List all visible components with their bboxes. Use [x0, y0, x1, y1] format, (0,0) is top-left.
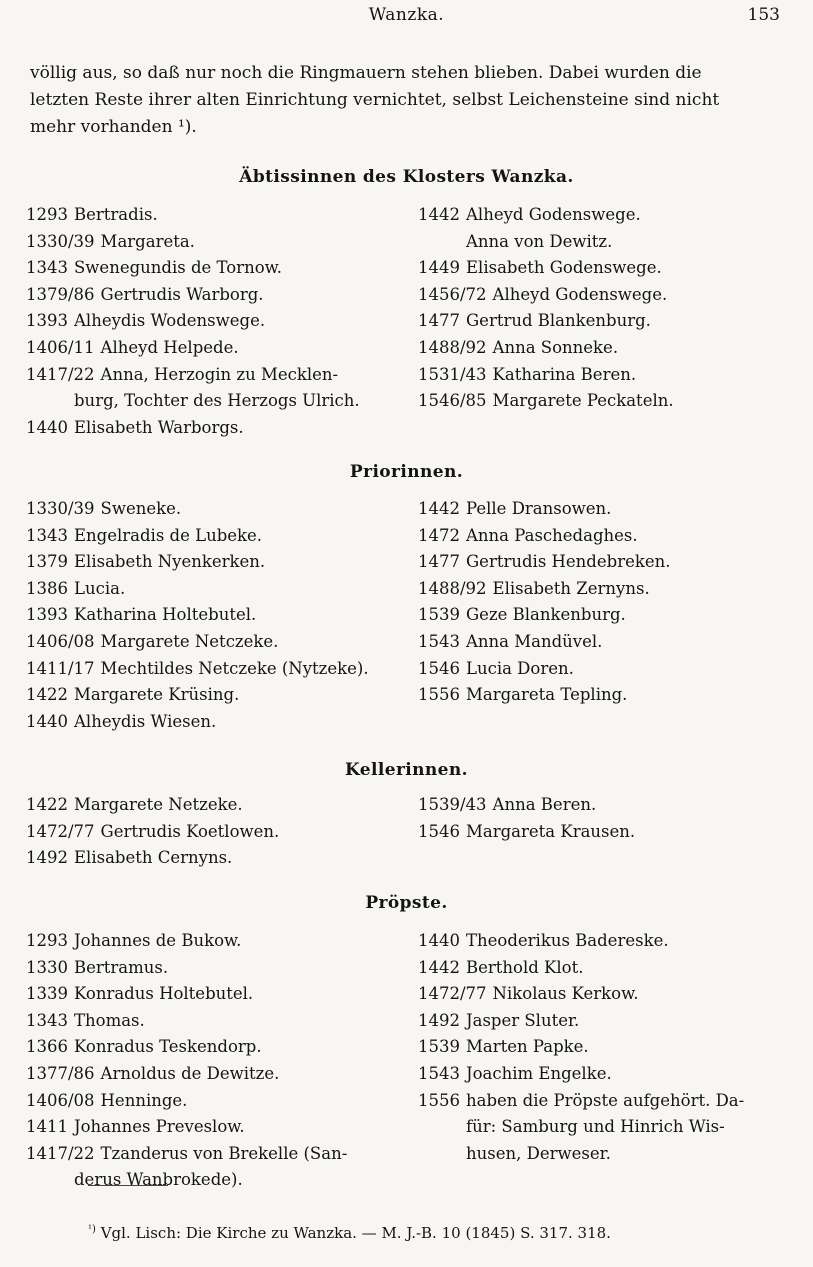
entry-year: 1343 — [26, 1010, 68, 1030]
entry-year: 1293 — [26, 931, 68, 950]
entry-name: Margarete Krüsing. — [74, 685, 240, 705]
list-item — [418, 792, 635, 819]
footnote-marker: ¹) — [88, 1224, 96, 1235]
entry-name: Anna von Dewitz. — [466, 231, 613, 251]
entry-year: 1411/17 — [26, 658, 95, 678]
entry-name: Alheyd Godenswege. — [492, 284, 668, 304]
list-item — [26, 308, 360, 335]
entry-name: Margareta Krausen. — [466, 821, 636, 841]
list-item — [26, 602, 369, 629]
entry-name: husen, Derweser. — [466, 1143, 611, 1163]
entry-name: Lucia. — [74, 578, 126, 598]
list-item — [418, 335, 674, 362]
entry-year: 1379/86 — [26, 284, 95, 304]
list-item — [418, 523, 671, 550]
list-item — [26, 1034, 347, 1061]
list-item — [26, 1114, 347, 1141]
entry-name: Elisabeth Warborgs. — [74, 417, 244, 437]
entry-name: Anna Sonneke. — [492, 337, 619, 357]
entry-year: 1488/92 — [418, 337, 487, 357]
list-item — [418, 362, 674, 389]
list-item — [418, 981, 744, 1008]
list-item — [26, 282, 360, 309]
abbesses-left-column — [26, 202, 360, 441]
entry-year: 1539 — [418, 605, 460, 625]
entry-name: Katharina Holtebutel. — [74, 605, 257, 625]
list-item — [26, 1008, 347, 1035]
entry-name: derus Wanbrokede). — [74, 1170, 243, 1190]
entry-name: Joachim Engelke. — [466, 1063, 612, 1083]
entry-name: Anna Paschedaghes. — [466, 525, 638, 545]
footnote-rule — [88, 1185, 168, 1186]
list-item — [418, 1141, 744, 1168]
entry-name: Alheydis Wiesen. — [74, 711, 217, 731]
entry-year: 1546 — [418, 658, 460, 678]
entry-year: 1477 — [418, 552, 460, 572]
cellaresses-right-column — [418, 792, 635, 845]
section-heading-cellaresses: Kellerinnen. — [345, 760, 468, 780]
entry-name: Anna Beren. — [492, 795, 597, 814]
list-item — [26, 1061, 347, 1088]
entry-name: Engelradis de Lubeke. — [74, 525, 263, 545]
entry-year: 1411 — [26, 1117, 68, 1137]
prioresses-right-column — [418, 496, 671, 709]
entry-name: Henninge. — [100, 1090, 188, 1110]
list-item — [26, 792, 279, 819]
list-item — [418, 682, 671, 709]
entry-name: Alheyd Helpede. — [100, 337, 239, 357]
entry-year: 1343 — [26, 525, 68, 545]
entry-year: 1477 — [418, 311, 460, 331]
list-item — [418, 282, 674, 309]
list-item — [418, 955, 744, 982]
intro-line: mehr vorhanden ¹). — [30, 117, 197, 137]
entry-year: 1330/39 — [26, 231, 95, 251]
entry-name: Elisabeth Zernyns. — [492, 578, 650, 598]
list-item — [26, 709, 369, 736]
entry-year: 1492 — [418, 1010, 460, 1030]
entry-year: 1393 — [26, 311, 68, 331]
entry-name: Elisabeth Nyenkerken. — [74, 552, 266, 572]
provosts-left-column — [26, 928, 347, 1194]
entry-name: Bertradis. — [74, 205, 158, 224]
entry-name: Gertrudis Koetlowen. — [100, 821, 280, 841]
list-item — [26, 1141, 347, 1168]
entry-year: 1440 — [418, 931, 460, 950]
entry-year: 1440 — [26, 711, 68, 731]
entry-name: Gertrudis Warborg. — [100, 284, 264, 304]
list-item — [26, 576, 369, 603]
list-item — [418, 656, 671, 683]
entry-year: 1449 — [418, 258, 460, 278]
entry-name: Johannes de Bukow. — [74, 931, 242, 950]
list-item — [418, 388, 674, 415]
list-item — [418, 496, 671, 523]
entry-name: Margareta Tepling. — [466, 685, 628, 705]
entry-name: Elisabeth Cernyns. — [74, 848, 233, 868]
entry-year: 1343 — [26, 258, 68, 278]
entry-name: Mechtildes Netczeke (Nytzeke). — [100, 658, 369, 678]
entry-name: Arnoldus de Dewitze. — [100, 1063, 280, 1083]
list-item — [26, 388, 360, 415]
list-item — [418, 229, 674, 256]
entry-year: 1406/11 — [26, 337, 95, 357]
list-item — [418, 602, 671, 629]
entry-year: 1393 — [26, 605, 68, 625]
list-item — [418, 202, 674, 229]
list-item — [26, 955, 347, 982]
list-item — [26, 656, 369, 683]
entry-year: 1422 — [26, 685, 68, 705]
entry-name: Anna Mandüvel. — [466, 631, 603, 651]
intro-paragraph — [30, 60, 783, 141]
list-item — [26, 415, 360, 442]
list-item — [26, 362, 360, 389]
entry-year: 1366 — [26, 1037, 68, 1057]
entry-name: haben die Pröpste aufgehört. Da- — [466, 1090, 745, 1110]
list-item — [418, 308, 674, 335]
entry-year: 1442 — [418, 957, 460, 977]
entry-name: Katharina Beren. — [492, 364, 637, 384]
list-item — [418, 1008, 744, 1035]
list-item — [26, 229, 360, 256]
entry-name: Lucia Doren. — [466, 658, 574, 678]
entry-name: Tzanderus von Brekelle (San- — [100, 1143, 348, 1163]
prioresses-left-column — [26, 496, 369, 735]
entry-name: Anna, Herzogin zu Mecklen- — [100, 364, 339, 384]
list-item — [418, 255, 674, 282]
entry-name: Margarete Netczeke. — [100, 631, 279, 651]
list-item — [418, 1088, 744, 1115]
running-head — [0, 5, 813, 31]
entry-year: 1543 — [418, 1063, 460, 1083]
entry-name: burg, Tochter des Herzogs Ulrich. — [74, 391, 360, 411]
provosts-right-column — [418, 928, 744, 1167]
list-item — [418, 928, 744, 955]
entry-year: 1417/22 — [26, 364, 95, 384]
entry-name: Elisabeth Godenswege. — [466, 258, 662, 278]
entry-name: Margarete Netzeke. — [74, 795, 243, 814]
entry-name: Nikolaus Kerkow. — [492, 984, 639, 1004]
list-item — [26, 335, 360, 362]
entry-name: Konradus Holtebutel. — [74, 984, 254, 1004]
entry-year: 1386 — [26, 578, 68, 598]
list-item — [26, 496, 369, 523]
entry-year: 1406/08 — [26, 1090, 95, 1110]
list-item — [26, 1088, 347, 1115]
section-heading-prioresses: Priorinnen. — [349, 462, 464, 482]
entry-year: 1546 — [418, 821, 460, 841]
footnote — [88, 1224, 611, 1242]
entry-name: Thomas. — [74, 1010, 145, 1030]
intro-line: völlig aus, so daß nur noch die Ringmauern stehen blieben. Dabei wurden die — [30, 63, 702, 83]
section-heading-provosts: Pröpste. — [365, 893, 448, 913]
entry-year: 1556 — [418, 1090, 460, 1110]
entry-name: Marten Papke. — [466, 1037, 589, 1057]
entry-name: für: Samburg und Hinrich Wis- — [466, 1117, 725, 1137]
entry-name: Margarete Peckateln. — [492, 391, 674, 411]
list-item — [418, 1061, 744, 1088]
entry-year: 1472 — [418, 525, 460, 545]
entry-year: 1472/77 — [26, 821, 95, 841]
entry-year: 1539/43 — [418, 795, 487, 814]
entry-name: Margareta. — [100, 231, 195, 251]
entry-name: Konradus Teskendorp. — [74, 1037, 262, 1057]
entry-name: Pelle Dransowen. — [466, 499, 612, 518]
entry-name: Gertrud Blankenburg. — [466, 311, 651, 331]
entry-year: 1330/39 — [26, 499, 95, 518]
page-number: 153 — [747, 5, 780, 25]
entry-name: Gertrudis Hendebreken. — [466, 552, 671, 572]
list-item — [26, 523, 369, 550]
entry-year: 1339 — [26, 984, 68, 1004]
entry-name: Johannes Preveslow. — [74, 1117, 245, 1137]
entry-name: Theoderikus Badereske. — [466, 931, 669, 950]
abbesses-right-column — [418, 202, 674, 415]
footnote-text: Vgl. Lisch: Die Kirche zu Wanzka. — M. J.-B. 10 (1845) S. 317. 318. — [100, 1224, 611, 1242]
entry-year: 1531/43 — [418, 364, 487, 384]
entry-year: 1543 — [418, 631, 460, 651]
list-item — [26, 629, 369, 656]
entry-name: Alheyd Godenswege. — [466, 205, 641, 224]
entry-year: 1440 — [26, 417, 68, 437]
list-item — [26, 928, 347, 955]
entry-year: 1492 — [26, 848, 68, 868]
list-item — [26, 819, 279, 846]
entry-year: 1377/86 — [26, 1063, 95, 1083]
entry-name: Jasper Sluter. — [466, 1010, 580, 1030]
cellaresses-left-column — [26, 792, 279, 872]
list-item — [418, 1114, 744, 1141]
entry-year: 1472/77 — [418, 984, 487, 1004]
entry-name: Geze Blankenburg. — [466, 605, 626, 625]
list-item — [418, 576, 671, 603]
section-heading-abbesses: Äbtissinnen des Klosters Wanzka. — [239, 167, 574, 187]
list-item — [418, 629, 671, 656]
entry-year: 1488/92 — [418, 578, 487, 598]
list-item — [418, 1034, 744, 1061]
entry-name: Swenegundis de Tornow. — [74, 258, 283, 278]
entry-year: 1556 — [418, 685, 460, 705]
list-item — [26, 981, 347, 1008]
entry-year: 1539 — [418, 1037, 460, 1057]
list-item — [418, 549, 671, 576]
list-item — [26, 845, 279, 872]
entry-year: 1456/72 — [418, 284, 487, 304]
running-title: Wanzka. — [368, 5, 445, 25]
entry-year: 1293 — [26, 205, 68, 224]
entry-year: 1442 — [418, 205, 460, 224]
list-item — [26, 549, 369, 576]
list-item — [418, 819, 635, 846]
list-item — [26, 202, 360, 229]
entry-year: 1330 — [26, 957, 68, 977]
entry-year: 1422 — [26, 795, 68, 814]
entry-year: 1379 — [26, 552, 68, 572]
intro-line: letzten Reste ihrer alten Einrichtung vernichtet, selbst Leichensteine sind nicht — [30, 90, 720, 110]
entry-name: Berthold Klot. — [466, 957, 584, 977]
entry-year: 1546/85 — [418, 391, 487, 411]
entry-year: 1417/22 — [26, 1143, 95, 1163]
list-item — [26, 255, 360, 282]
entry-name: Bertramus. — [74, 957, 169, 977]
entry-name: Sweneke. — [100, 499, 182, 518]
list-item — [26, 1167, 347, 1194]
entry-name: Alheydis Wodenswege. — [74, 311, 266, 331]
entry-year: 1442 — [418, 499, 460, 518]
list-item — [26, 682, 369, 709]
entry-year: 1406/08 — [26, 631, 95, 651]
